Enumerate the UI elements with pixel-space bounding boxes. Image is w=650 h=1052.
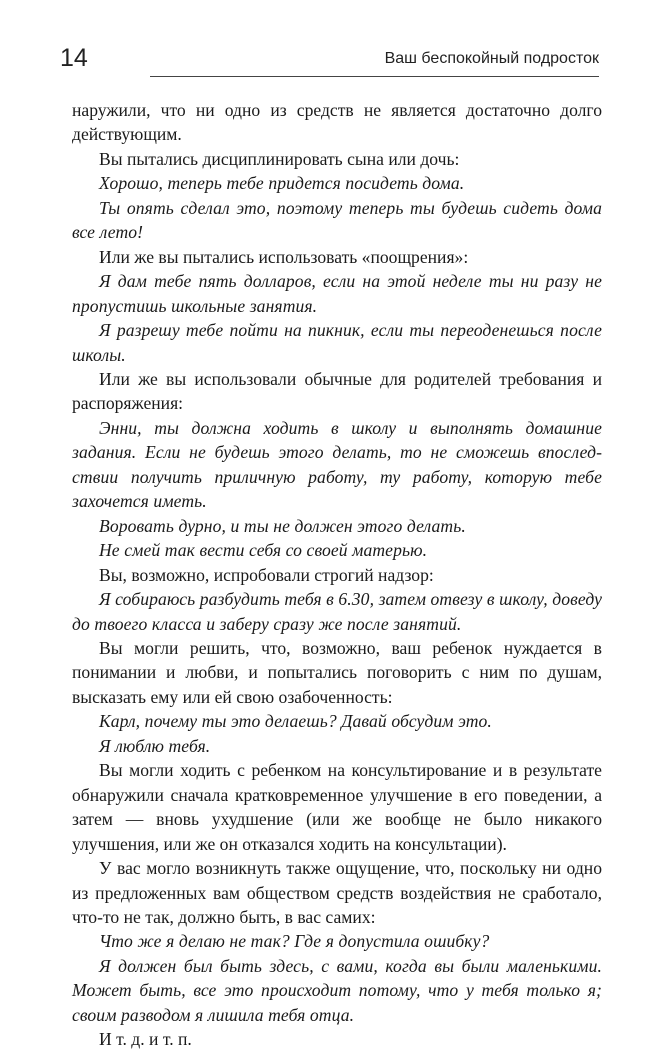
body-text bbox=[72, 98, 602, 1052]
paragraph: У вас могло возникнуть также ощущение, что, поскольку ни одно из предложенных вам обществом средств воздействия не сработало, что-то не так, должно быть, в вас самих: bbox=[72, 858, 602, 927]
italic-quote: Я собираюсь разбудить тебя в 6.30, затем отвезу в школу, доведу до твоего класса и заберу сразу же после занятий. bbox=[72, 589, 602, 634]
paragraph: Вы могли решить, что, возможно, ваш ребенок нуждается в понимании и любви, и попытались поговорить с ним по душам, высказать ему или ей свою озабоченность: bbox=[72, 637, 602, 707]
running-head: Ваш беспокойный подросток bbox=[384, 50, 599, 67]
italic-quote: Я дам тебе пять долларов, если на этой неделе ты ни разу не пропустишь школьные занятия. bbox=[72, 271, 602, 316]
paragraph: Вы, возможно, испробовали строгий надзор: bbox=[99, 564, 434, 585]
paragraph: наружили, что ни одно из средств не является достаточно долго действующим. bbox=[72, 100, 602, 145]
italic-quote: Что же я делаю не так? Где я допустила ошибку? bbox=[99, 931, 490, 952]
italic-quote: Карл, почему ты это делаешь? Давай обсудим это. bbox=[99, 711, 492, 732]
paragraph: Или же вы пытались использовать «поощрения»: bbox=[99, 246, 469, 267]
italic-quote: Воровать дурно, и ты не должен этого делать. bbox=[99, 515, 466, 536]
italic-quote: Ты опять сделал это, поэтому теперь ты будешь сидеть дома все лето! bbox=[72, 197, 602, 243]
italic-quote: Я должен был быть здесь, с вами, когда вы были маленькими. Может быть, все это происходит потому, что у тебя только я; своим разводом я лишила тебя отца. bbox=[72, 955, 602, 1025]
paragraph: И т. д. и т. п. bbox=[99, 1029, 192, 1050]
paragraph: Вы могли ходить с ребенком на консультирование и в результате обнаружили сначала кратковременное улучшение в его поведении, а затем — вновь ухудшение (или же вообще не было никакого улучшения, или же он отказался ходить на консультации). bbox=[72, 760, 602, 854]
paragraph: Вы пытались дисциплинировать сына или дочь: bbox=[99, 148, 460, 169]
italic-quote: Не смей так вести себя со своей матерью. bbox=[99, 540, 428, 561]
italic-quote: Я люблю тебя. bbox=[99, 735, 211, 756]
italic-quote: Хорошо, теперь тебе придется посидеть дома. bbox=[99, 173, 465, 194]
header-rule bbox=[150, 76, 599, 77]
page-number: 14 bbox=[60, 44, 88, 72]
italic-quote: Я разрешу тебе пойти на пикник, если ты переоденешься после школы. bbox=[72, 320, 602, 365]
italic-quote: Энни, ты должна ходить в школу и выполнять домашние задания. Если не будешь этого делать, то не сможешь впоследствии получить приличную работу, ту работу, которую тебе захочется иметь. bbox=[72, 417, 602, 512]
paragraph: Или же вы использовали обычные для родителей требования и распоряжения: bbox=[72, 368, 602, 414]
